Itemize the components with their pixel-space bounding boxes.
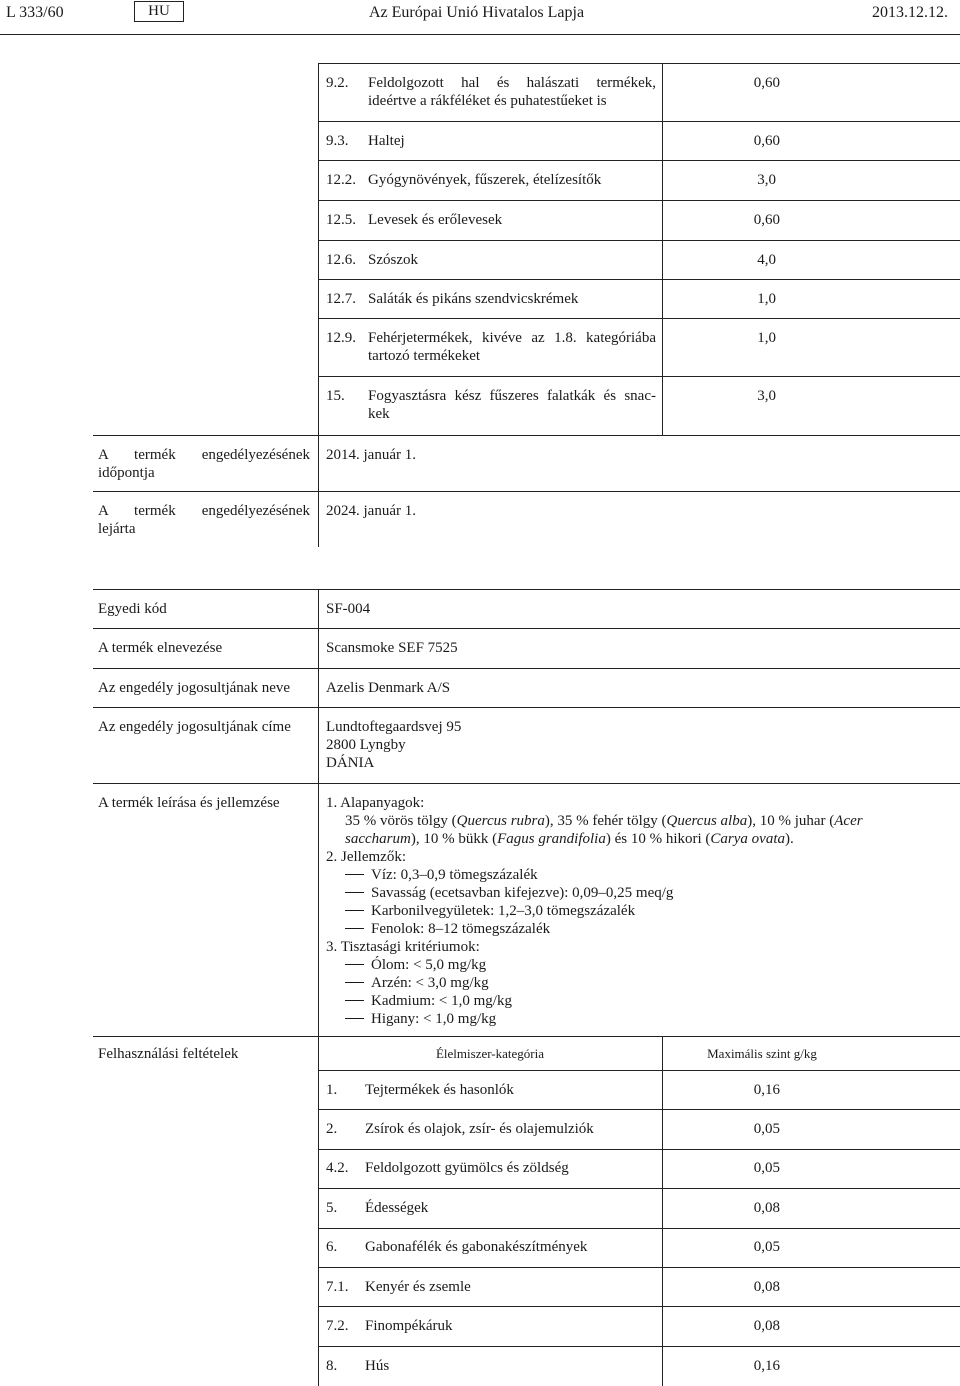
usage-category: Tejtermékek és hasonlók <box>365 1082 514 1098</box>
journal-title: Az Európai Unió Hivatalos Lapja <box>369 4 585 21</box>
usage-value: 0,08 <box>753 1279 780 1295</box>
category-code: 12.9. <box>326 330 356 346</box>
usage-value: 0,05 <box>753 1121 780 1137</box>
purity-item: Higany: < 1,0 mg/kg <box>345 1010 496 1028</box>
characteristic-item: Víz: 0,3–0,9 tömegszázalék <box>345 866 538 884</box>
raw-materials-line2: saccharum), 10 % bükk (Fagus grandifolia) és 10 % hikori (Carya ovata). <box>345 831 794 847</box>
product-description-label: A termék leírása és jellemzése <box>98 795 280 811</box>
category-desc: Gyógynövények, fűszerek, ételízesítők <box>368 172 602 188</box>
max-level-header: Maximális szint g/kg <box>707 1046 817 1061</box>
holder-address-label: Az engedély jogosultjának címe <box>98 719 291 735</box>
authorization-expiry-label-cont: lejárta <box>98 521 136 537</box>
publication-date: 2013.12.12. <box>872 4 948 21</box>
product-name: Scansmoke SEF 7525 <box>326 640 458 656</box>
raw-materials-heading: 1. Alapanyagok: <box>326 795 425 811</box>
category-desc: Haltej <box>368 133 405 149</box>
usage-code: 2. <box>326 1121 338 1137</box>
authorization-date: 2014. január 1. <box>326 447 416 463</box>
unique-code: SF-004 <box>326 601 371 617</box>
category-desc: Saláták és pikáns szendvicskrémek <box>368 291 579 307</box>
usage-value: 0,05 <box>753 1160 780 1176</box>
usage-category: Kenyér és zsemle <box>365 1279 471 1295</box>
category-code: 12.6. <box>326 252 356 268</box>
address-country: DÁNIA <box>326 755 375 771</box>
usage-category: Finompékáruk <box>365 1318 453 1334</box>
page-reference: L 333/60 <box>6 4 64 21</box>
usage-code: 4.2. <box>326 1160 349 1176</box>
purity-item: Kadmium: < 1,0 mg/kg <box>345 992 512 1010</box>
category-desc: Feldolgozott hal és halászati termékek, <box>368 75 656 91</box>
page-header <box>0 0 960 35</box>
category-desc-cont: tartozó termékeket <box>368 348 481 364</box>
holder-name-label: Az engedély jogosultjának neve <box>98 680 291 696</box>
address-street: Lundtoftegaardsvej 95 <box>326 719 462 735</box>
unique-code-label: Egyedi kód <box>98 601 167 617</box>
category-desc: Fogyasztásra kész fűszeres falatkák és snac- <box>368 388 656 404</box>
authorization-expiry-label: A termék engedélyezésének <box>98 503 310 519</box>
category-code: 12.7. <box>326 291 356 307</box>
usage-category: Édességek <box>365 1200 429 1216</box>
authorization-date-label-cont: időpontja <box>98 465 155 481</box>
category-code: 9.2. <box>326 75 349 91</box>
food-category-header: Élelmiszer-kategória <box>435 1046 545 1061</box>
category-code: 9.3. <box>326 133 349 149</box>
category-value: 4,0 <box>757 252 776 268</box>
usage-code: 5. <box>326 1200 338 1216</box>
usage-value: 0,05 <box>753 1239 780 1255</box>
address-city: 2800 Lyngby <box>326 737 406 753</box>
usage-value: 0,08 <box>753 1318 780 1334</box>
category-value: 3,0 <box>757 172 776 188</box>
usage-code: 7.2. <box>326 1318 349 1334</box>
usage-code: 7.1. <box>326 1279 349 1295</box>
category-value: 0,60 <box>753 133 780 149</box>
authorization-date-label: A termék engedélyezésének <box>98 447 310 463</box>
usage-code: 8. <box>326 1358 338 1374</box>
characteristics-heading: 2. Jellemzők: <box>326 849 406 865</box>
category-code: 15. <box>326 388 345 404</box>
category-desc: Szószok <box>368 252 418 268</box>
usage-value: 0,16 <box>753 1358 780 1374</box>
category-code: 12.2. <box>326 172 356 188</box>
usage-code: 6. <box>326 1239 338 1255</box>
product-name-label: A termék elnevezése <box>98 640 223 656</box>
category-desc: Fehérjetermékek, kivéve az 1.8. kategóriába <box>368 330 656 346</box>
category-desc-cont: kek <box>368 406 390 422</box>
category-code: 12.5. <box>326 212 356 228</box>
usage-category: Hús <box>365 1358 390 1374</box>
category-desc-cont: ideértve a rákféléket és puhatestűeket is <box>368 93 607 109</box>
characteristic-item: Savasság (ecetsavban kifejezve): 0,09–0,25 meq/g <box>345 884 673 902</box>
language-badge: HU <box>134 1 184 22</box>
usage-conditions-label: Felhasználási feltételek <box>98 1046 239 1062</box>
usage-value: 0,16 <box>753 1082 780 1098</box>
purity-item: Ólom: < 5,0 mg/kg <box>345 956 486 974</box>
category-value: 0,60 <box>753 75 780 91</box>
authorization-expiry: 2024. január 1. <box>326 503 416 519</box>
category-value: 1,0 <box>757 291 776 307</box>
usage-category: Gabonafélék és gabonakészítmények <box>365 1239 588 1255</box>
purity-heading: 3. Tisztasági kritériumok: <box>326 939 480 955</box>
usage-value: 0,08 <box>753 1200 780 1216</box>
raw-materials-line1: 35 % vörös tölgy (Quercus rubra), 35 % fehér tölgy (Quercus alba), 10 % juhar (Acer <box>345 813 863 829</box>
purity-item: Arzén: < 3,0 mg/kg <box>345 974 489 992</box>
category-value: 3,0 <box>757 388 776 404</box>
usage-code: 1. <box>326 1082 338 1098</box>
category-value: 0,60 <box>753 212 780 228</box>
category-desc: Levesek és erőlevesek <box>368 212 503 228</box>
characteristic-item: Fenolok: 8–12 tömegszázalék <box>345 920 550 938</box>
category-value: 1,0 <box>757 330 776 346</box>
holder-name: Azelis Denmark A/S <box>326 680 451 696</box>
usage-category: Zsírok és olajok, zsír- és olajemulziók <box>365 1121 594 1137</box>
usage-category: Feldolgozott gyümölcs és zöldség <box>365 1160 569 1176</box>
characteristic-item: Karbonilvegyületek: 1,2–3,0 tömegszázalék <box>345 902 635 920</box>
